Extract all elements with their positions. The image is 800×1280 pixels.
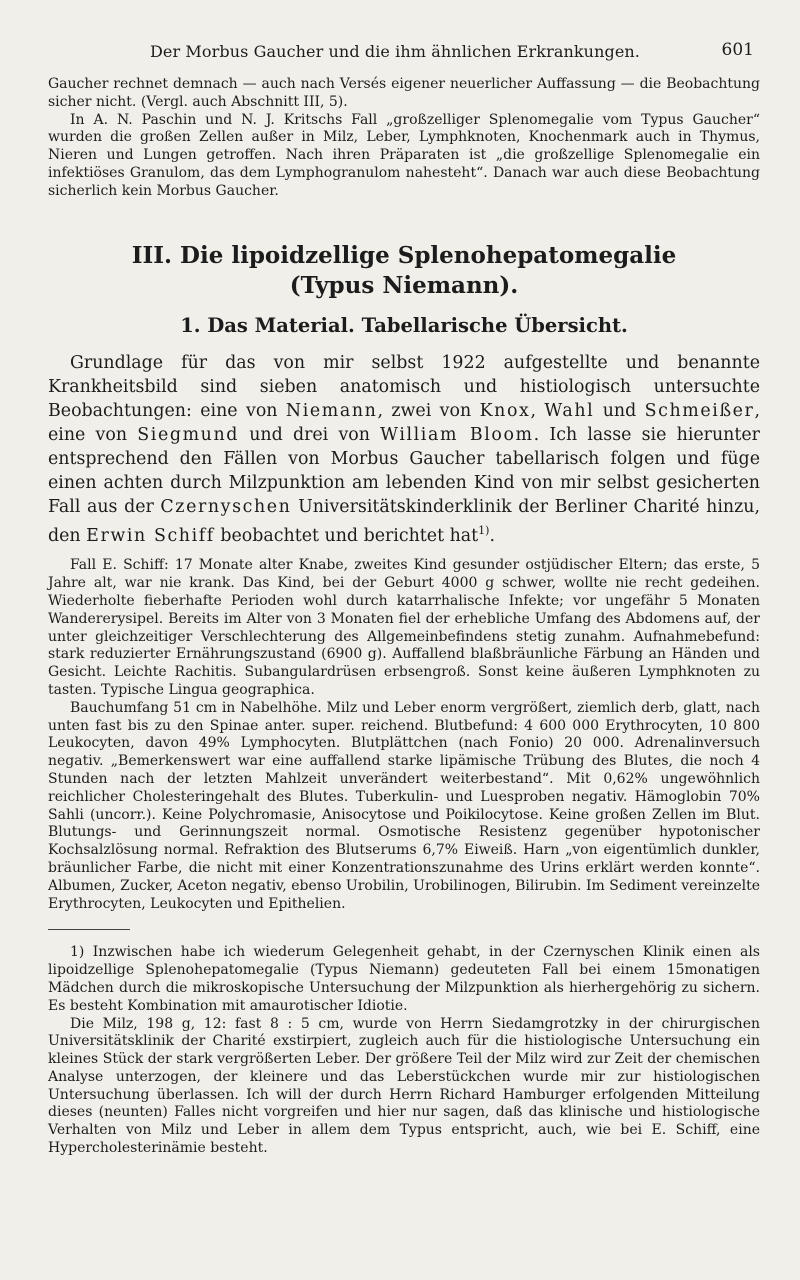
main-text-9: beobachtet und berichtet hat: [214, 525, 479, 546]
author-siegmund: Siegmund: [137, 424, 239, 445]
main-text-5: , eine von: [48, 400, 760, 445]
footnote-ref: 1): [478, 523, 490, 537]
main-text-2: , zwei von: [377, 400, 480, 421]
intro-paragraph-1: Gaucher rechnet demnach — auch nach Versés eigener neuerlicher Auffassung — die Beobachtung sicher nicht. (Vergl. auch Abschnitt III, 5).: [48, 76, 760, 110]
main-text-3: ,: [530, 400, 545, 421]
author-wahl: Wahl: [544, 400, 595, 421]
footnote-paragraph-1: 1) Inzwischen habe ich wiederum Gelegenheit gehabt, in der Czernyschen Klinik einen als lipoidzellige Splenohepatomegalie (Typus Niemann) gedeuteten Fall bei einem 15monatigen Mädchen durch die mikroskopische Untersuchung der Milzpunktion als hierhergehörig zu sichern. Es besteht Kombination mit amaurotischer Idiotie.: [48, 944, 760, 1014]
author-schmeisser: Schmeißer: [644, 400, 755, 421]
section-title-line-2: (Typus Niemann).: [289, 271, 519, 299]
case-paragraph-1: Fall E. Schiff: 17 Monate alter Knabe, zweites Kind gesunder ostjüdischer Eltern; das erste, 5 Jahre alt, war nie krank. Das Kind, bei der Geburt 4000 g schwer, wollte nie recht gedeihen. Wiederholte fieberhafte Perioden wohl durch katarrhalische Infekte; vor ungefähr 5 Monaten Wandererysipel. Bereits im Alter von 3 Monaten fiel der erhebliche Umfang des Abdomens auf, der unter gleichzeitiger Verschlechterung des Allgemeinbefindens stetig zunahm. Aufnahmebefund: stark reduzierter Ernährungszustand (6900 g). Auffallend blaßbräunliche Färbung an Händen und Gesicht. Leichte Rachitis. Subangulardrüsen erbsengroß. Sonst keine äußeren Lymphknoten zu tasten. Typische Lingua geographica.: [48, 557, 760, 698]
main-text-4: und: [594, 400, 645, 421]
footnote-paragraph-2: Die Milz, 198 g, 12: fast 8 : 5 cm, wurde von Herrn Siedamgrotzky in der chirurgischen Universitätsklinik der Charité exstirpiert, zugleich auch für die histiologische Untersuchung ein kleines Stück der stark vergrößerten Leber. Der größere Teil der Milz wird zur Zeit der chemischen Analyse unterzogen, der kleinere und das Leberstückchen wurde mir zur histiologischen Untersuchung überlassen. Ich will der durch Herrn Richard Hamburger erfolgenden Mitteilung dieses (neunten) Falles nicht vorgreifen und hier nur sagen, daß das klinische und histiologische Verhalten von Milz und Leber in allem dem Typus entspricht, auch, wie bei E. Schiff, eine Hypercholesterinämie besteht.: [48, 1015, 760, 1157]
case-paragraph-2: Bauchumfang 51 cm in Nabelhöhe. Milz und Leber enorm vergrößert, ziemlich derb, glatt, nach unten fast bis zu den Spinae anter. super. reichend. Blutbefund: 4 600 000 Erythrocyten, 10 800 Leukocyten, davon 49% Lymphocyten. Blutplättchen (nach Fonio) 20 000. Adrenalinversuch negativ. „Bemerkenswert war eine auffallend starke lipämische Trübung des Blutes, die noch 4 Stunden nach der letzten Mahlzeit unverändert weiterbestand“. Mit 0,62% ungewöhnlich reichlicher Cholesteringehalt des Blutes. Tuberkulin- und Luesproben negativ. Hämoglobin 70% Sahli (uncorr.). Keine Polychromasie, Anisocytose und Poikilocytose. Keine großen Zellen im Blut. Blutungs- und Gerinnungszeit normal. Osmotische Resistenz gegenüber hypotonischer Kochsalzlösung normal. Refraktion des Blutserums 6,7% Eiweiß. Harn „von eigentümlich dunkler, bräunlicher Farbe, die nicht mit einer Konzentrationszunahme des Urins erklärt werden konnte“. Albumen, Zucker, Aceton negativ, ebenso Urobilin, Urobilinogen, Bilirubin. Im Sediment vereinzelte Erythrocyten, Leukocyten und Epithelien.: [48, 699, 760, 912]
author-erwin-schiff: Erwin Schiff: [86, 525, 215, 546]
author-knox: Knox: [479, 400, 531, 421]
section-title-line-1: III. Die lipoidzellige Splenohepatomegalie: [131, 241, 677, 269]
main-text-8: Universitätskinderklinik der Berliner Charité hinzu, den: [48, 496, 760, 546]
main-text-7: . Ich lasse sie hierunter entsprechend den Fällen von Morbus Gaucher tabellarisch folgen und füge einen achten durch Milzpunktion am lebenden Kind von mir selbst gesicherten Fall aus der: [48, 424, 760, 517]
footnote-rule: [48, 929, 130, 930]
main-text-6: und drei von: [239, 424, 381, 445]
section-subtitle: 1. Das Material. Tabellarische Übersicht.: [180, 313, 628, 337]
main-text-1: Grundlage für das von mir selbst 1922 aufgestellte und benannte Krankheitsbild sind sieben anatomisch und histiologisch untersuchte Beobachtungen: eine von: [48, 352, 760, 421]
intro-paragraph-2: In A. N. Paschin und N. J. Kritschs Fall „großzelliger Splenomegalie vom Typus Gaucher“ wurden die großen Zellen außer in Milz, Leber, Lymphknoten, Knochenmark auch in Thymus, Nieren und Lungen getroffen. Nach ihren Präparaten ist „die großzellige Splenomegalie ein infektiöses Granulom, das dem Lymphogranulom nahesteht“. Danach war auch diese Beobachtung sicherlich kein Morbus Gaucher.: [48, 111, 760, 199]
running-head: [48, 36, 760, 76]
clinic-czerny: Czernyschen: [160, 496, 292, 517]
section-title: [48, 241, 760, 301]
author-niemann: Niemann: [285, 400, 378, 421]
running-head-title: Der Morbus Gaucher und die ihm ähnlichen Erkrankungen.: [150, 42, 640, 61]
author-william-bloom: William Bloom: [380, 424, 534, 445]
main-text-10: .: [489, 525, 495, 546]
main-paragraph: [48, 351, 760, 548]
page-number: 601: [721, 40, 754, 60]
